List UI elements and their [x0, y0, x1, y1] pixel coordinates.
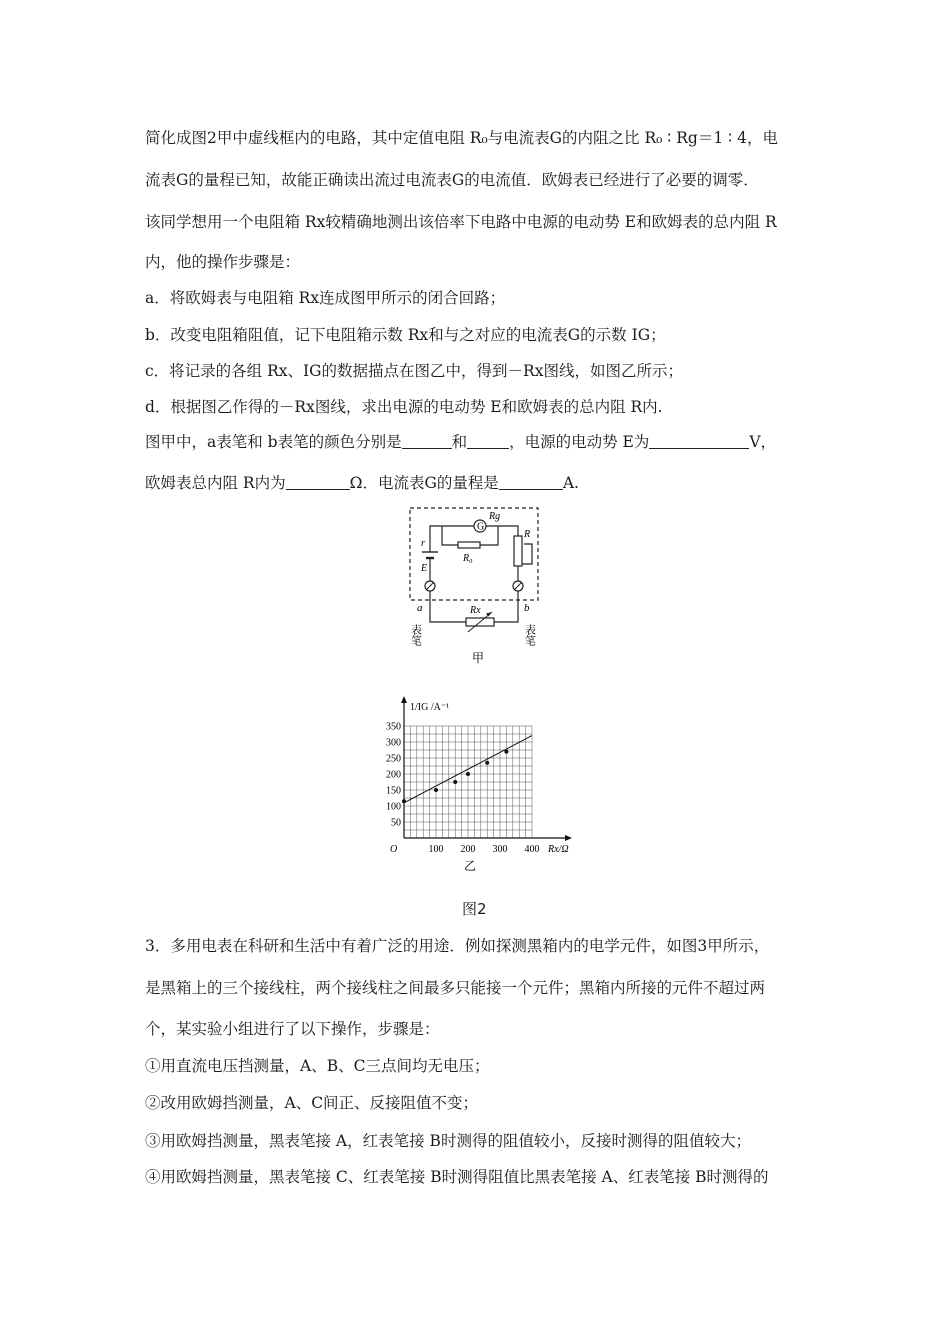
circuit-diagram — [400, 500, 550, 670]
x-axis-label: Rx/Ω — [548, 844, 569, 855]
data-point — [466, 772, 470, 776]
galvanometer-label: G — [477, 521, 485, 533]
rheostat-icon — [514, 536, 522, 566]
rheostat-label: R — [524, 529, 531, 540]
figure-caption: 图2 — [462, 900, 487, 918]
q2-amp-unit: A. — [562, 474, 579, 492]
op-step-2: ②改用欧姆挡测量，A、C间正、反接阻值不变； — [145, 1094, 479, 1112]
circuit-caption: 甲 — [472, 651, 485, 665]
para-line-2: 流表G的量程已知，故能正确读出流过电流表G的电流值．欧姆表已经进行了必要的调零． — [145, 171, 759, 189]
para-line-3: 该同学想用一个电阻箱 Rx较精确地测出该倍率下电路中电源的电动势 E和欧姆表的总内阻 R — [145, 213, 777, 231]
y-tick-label: 350 — [386, 721, 401, 733]
para-line-4: 内，他的操作步骤是： — [145, 253, 301, 271]
x-tick-label: 300 — [492, 844, 508, 855]
x-tick-label: 200 — [460, 844, 476, 855]
y-tick-label: 150 — [386, 785, 401, 797]
rx-label: Rx — [470, 605, 481, 616]
problem-3-line-2: 是黑箱上的三个接线柱，两个接线柱之间最多只能接一个元件；黑箱内所接的元件不超过两 — [145, 979, 766, 997]
blank-internal-resistance — [286, 475, 350, 490]
data-point — [402, 799, 406, 803]
y-tick-label: 50 — [391, 817, 401, 829]
data-point — [504, 750, 508, 754]
para-line-1: 简化成图2甲中虚线框内的电路，其中定值电阻 R₀与电流表G的内阻之比 R₀ ∶ Rg＝1 ∶ 4，电 — [145, 129, 778, 147]
x-tick-label: 400 — [524, 844, 540, 855]
probe-a-text: 表笔 — [409, 624, 423, 646]
problem-3-line-3: 个，某实验小组进行了以下操作，步骤是： — [145, 1020, 440, 1038]
blank-a-color — [402, 434, 452, 449]
rg-label: Rg — [489, 511, 501, 522]
y-tick-label: 300 — [386, 737, 401, 749]
q1-prefix: 图甲中，a表笔和 b表笔的颜色分别是 — [145, 433, 402, 451]
data-point — [453, 780, 457, 784]
question-line-2 — [145, 473, 825, 493]
probe-a-label: a — [417, 602, 423, 614]
resistor-r0-icon — [458, 542, 480, 548]
graph-1-over-ig-vs-rx — [370, 688, 585, 878]
y-tick-label: 200 — [386, 769, 401, 781]
y-tick-label: 100 — [386, 801, 401, 813]
op-step-1: ①用直流电压挡测量，A、B、C三点间均无电压； — [145, 1057, 490, 1075]
step-a: a．将欧姆表与电阻箱 Rx连成图甲所示的闭合回路； — [145, 289, 506, 307]
blank-galvanometer-range — [499, 475, 563, 490]
r0-label: R₀ — [463, 553, 473, 564]
internal-r-label: r — [421, 538, 425, 549]
q1-and: 和 — [451, 433, 468, 451]
op-step-3: ③用欧姆挡测量，黑表笔接 A，红表笔接 B时测得的阻值较小，反接时测得的阻值较大； — [145, 1132, 751, 1150]
step-b: b．改变电阻箱阻值，记下电阻箱示数 Rx和与之对应的电流表G的示数 IG； — [145, 326, 666, 344]
q2-range-text: Ω．电流表G的量程是 — [349, 474, 499, 492]
op-step-4: ④用欧姆挡测量，黑表笔接 C、红表笔接 B时测得阻值比黑表笔接 A、红表笔接 B时测得的 — [145, 1168, 769, 1186]
x-tick-label: 100 — [428, 844, 444, 855]
y-axis-arrow-icon — [401, 696, 407, 703]
blank-b-color — [467, 434, 509, 449]
data-point — [485, 761, 489, 765]
question-line-1 — [145, 432, 825, 452]
q1-emf-text: ，电源的电动势 E为 — [509, 433, 650, 451]
q2-prefix: 欧姆表总内阻 R内为 — [145, 474, 286, 492]
x-axis-arrow-icon — [565, 835, 572, 841]
y-axis-label: 1/IG /A⁻¹ — [410, 702, 450, 713]
step-d: d．根据图乙作得的－Rx图线，求出电源的电动势 E和欧姆表的总内阻 R内. — [145, 398, 663, 416]
problem-3-line-1: 3．多用电表在科研和生活中有着广泛的用途．例如探测黑箱内的电学元件，如图3甲所示， — [145, 937, 770, 955]
origin-label: O — [390, 844, 398, 855]
chart-caption: 乙 — [464, 859, 477, 873]
emf-e-label: E — [421, 563, 428, 574]
step-c: c．将记录的各组 Rx、IG的数据描点在图乙中，得到－Rx图线，如图乙所示； — [145, 362, 683, 380]
blank-emf — [649, 434, 749, 449]
probe-b-text: 表笔 — [523, 624, 537, 646]
y-tick-label: 250 — [386, 753, 401, 765]
data-point — [434, 788, 438, 792]
probe-b-label: b — [524, 602, 530, 614]
q1-volt-unit: V， — [749, 433, 777, 451]
